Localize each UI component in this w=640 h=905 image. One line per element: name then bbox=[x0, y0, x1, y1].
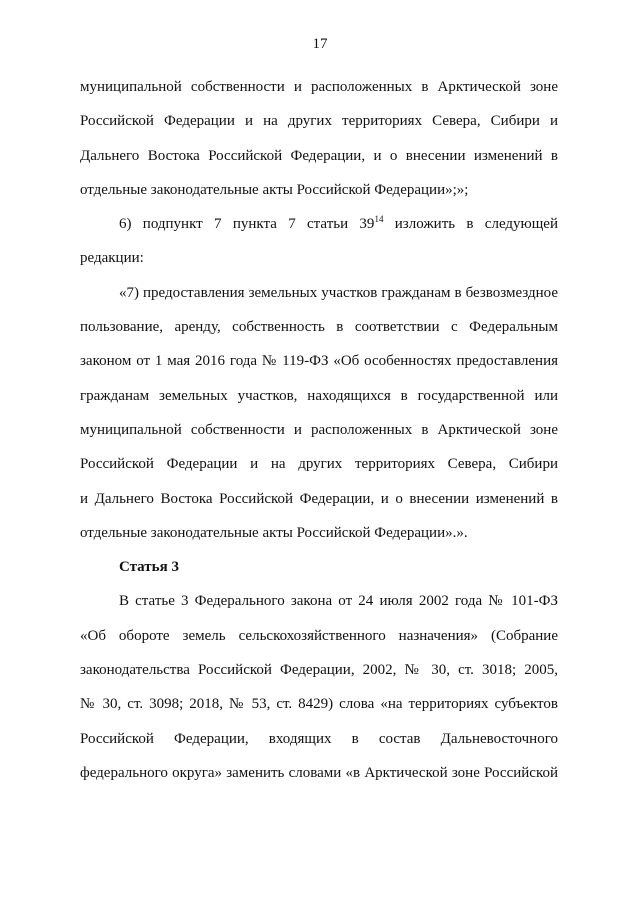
page-number: 17 bbox=[312, 36, 328, 52]
text-line: муниципальной собственности и расположенных в Арктической зоне bbox=[80, 79, 558, 95]
text-line: гражданам земельных участков, находящихся в государственной или bbox=[80, 387, 558, 404]
item6-text-before: 6) подпункт 7 пункта 7 статьи 39 bbox=[119, 216, 375, 233]
text-line: Российской Федерации, входящих в состав Дальневосточного bbox=[80, 730, 558, 747]
text-line: редакции: bbox=[80, 250, 144, 267]
paragraph-continuation bbox=[80, 70, 558, 207]
text-line bbox=[80, 207, 558, 241]
paragraph-item-7 bbox=[80, 276, 558, 550]
text-line: законодательства Российской Федерации, 2002, № 30, ст. 3018; 2005, bbox=[80, 662, 558, 679]
text-line: и Дальнего Востока Российской Федерации, и о внесении изменений в bbox=[80, 490, 558, 507]
text-line: В статье 3 Федерального закона от 24 июля 2002 года № 101-ФЗ bbox=[119, 593, 558, 610]
text-line: отдельные законодательные акты Российской Федерации».». bbox=[80, 524, 468, 541]
superscript-14: 14 bbox=[374, 214, 384, 225]
text-line: Российской Федерации и на других территориях Севера, Сибири bbox=[80, 456, 558, 473]
text-line: Дальнего Востока Российской Федерации, и о внесении изменений в bbox=[80, 147, 558, 164]
paragraph-article-3 bbox=[80, 584, 558, 790]
text-line: Российской Федерации и на других территориях Севера, Сибири и bbox=[80, 113, 558, 130]
text-line: № 30, ст. 3098; 2018, № 53, ст. 8429) слова «на территориях субъектов bbox=[80, 696, 558, 713]
text-line: «7) предоставления земельных участков гражданам в безвозмездное bbox=[119, 284, 558, 301]
text-line: законом от 1 мая 2016 года № 119-ФЗ «Об особенностях предоставления bbox=[80, 353, 558, 370]
text-line: муниципальной собственности и расположенных в Арктической зоне bbox=[80, 421, 558, 438]
text-line: пользование, аренду, собственность в соответствии с Федеральным bbox=[80, 319, 558, 336]
text-line: федерального округа» заменить словами «в Арктической зоне Российской bbox=[80, 764, 558, 781]
paragraph-item-6 bbox=[80, 207, 558, 276]
article-heading: Статья 3 bbox=[119, 559, 179, 576]
item6-text-after: изложить в следующей bbox=[383, 216, 558, 233]
text-line: отдельные законодательные акты Российской Федерации»;»; bbox=[80, 181, 469, 198]
text-line: «Об обороте земель сельскохозяйственного назначения» (Собрание bbox=[80, 627, 558, 644]
document-body bbox=[80, 70, 558, 790]
